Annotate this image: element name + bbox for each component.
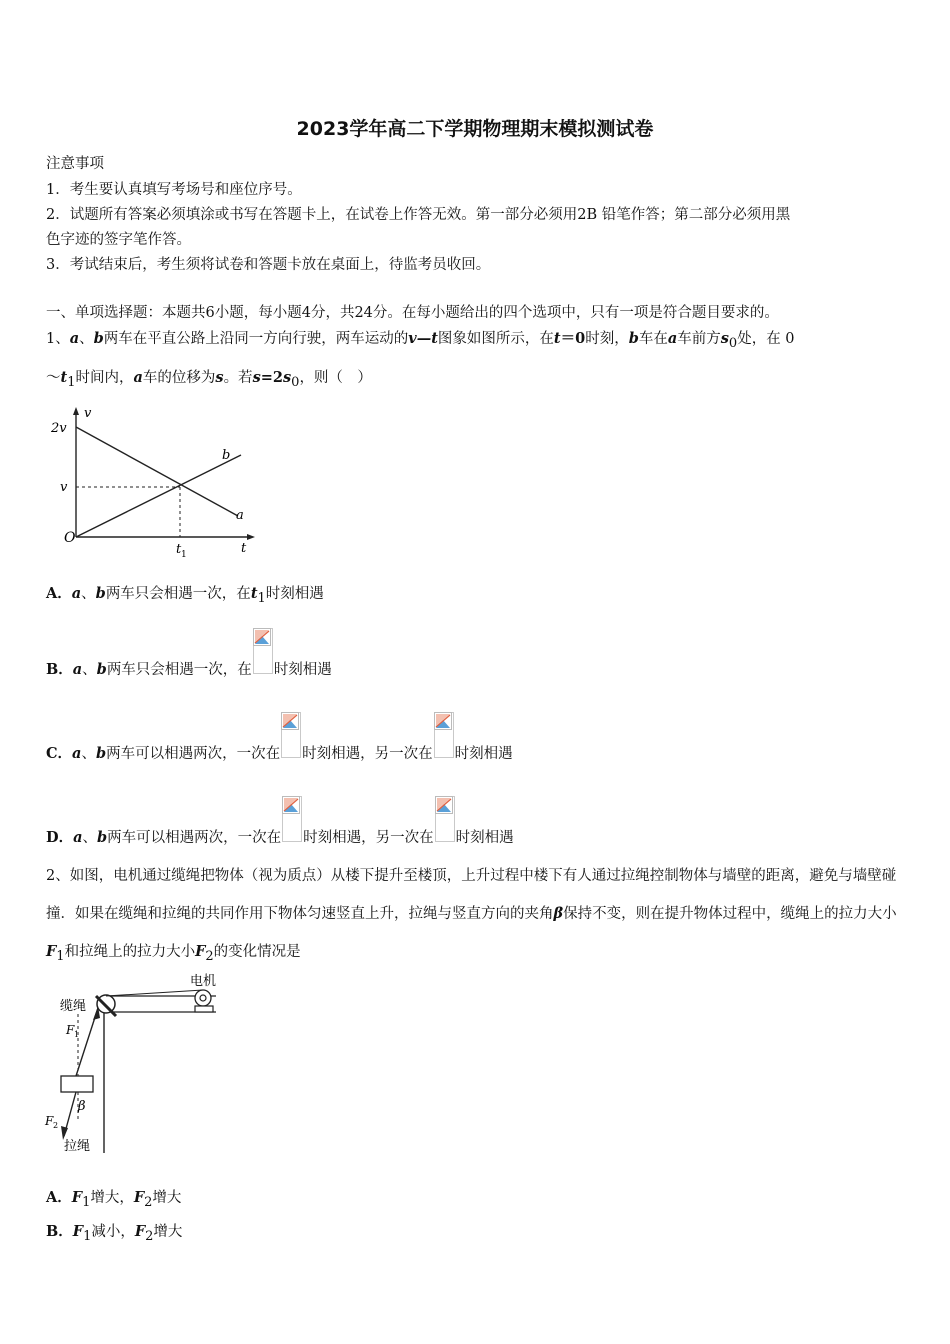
line-a — [76, 427, 238, 516]
beta-label: β — [78, 1099, 86, 1114]
q2-var-f: F — [195, 943, 206, 960]
q1-sub: 0 — [291, 374, 300, 390]
option-label: D． — [46, 829, 74, 846]
line-b — [76, 455, 241, 537]
option-text: 时刻相遇 — [273, 662, 332, 678]
motor-label: 电机 — [190, 974, 217, 989]
q1-var-a: a — [69, 330, 80, 347]
broken-image-icon — [282, 796, 302, 842]
cable-label: 缆绳 — [60, 999, 87, 1014]
option-text: 减小， — [91, 1224, 135, 1240]
q2-var-beta: β — [553, 905, 564, 922]
option-var-b: b — [95, 585, 106, 602]
q1-var-b: b — [93, 330, 104, 347]
option-text: 时刻相遇 — [265, 586, 324, 602]
q1-var-t: t — [60, 369, 68, 386]
option-var-b: b — [96, 829, 108, 846]
q1-text: 。若 — [223, 370, 253, 386]
q1-sub: 1 — [67, 374, 76, 390]
q2-sub: 1 — [56, 948, 65, 964]
option-var-f: F — [72, 1223, 84, 1240]
q1-var-b: b — [628, 330, 639, 347]
broken-image-icon — [281, 712, 301, 758]
q1-text: 图象如图所示，在 — [437, 331, 554, 347]
motor-rope-figure — [40, 968, 240, 1158]
option-sub: 1 — [82, 1194, 91, 1210]
option-text: 时刻相遇，另一次在 — [302, 746, 433, 762]
line-b-label: b — [222, 448, 231, 463]
q1-stem-line1: 1、a、b两车在平直公路上沿同一方向行驶，两车运动的v—t图象如图所示，在t＝0时刻，b车在a车前方$s_0$处，在 0 — [46, 330, 795, 351]
q1-vt: v—t — [408, 330, 438, 347]
option-var-t: t — [250, 585, 258, 602]
q2-text: 的变化情况是 — [213, 944, 301, 960]
option-sub: 1 — [83, 1228, 92, 1244]
t1-label: t — [176, 542, 182, 557]
option-sub: 2 — [145, 1228, 154, 1244]
broken-image-icon — [434, 712, 454, 758]
q1-text: 车前方 — [677, 331, 721, 347]
option-text: 时刻相遇，另一次在 — [303, 830, 434, 846]
option-sep: 、 — [82, 830, 97, 846]
q1-sub: 0 — [728, 335, 738, 351]
t-axis-label: t — [241, 541, 247, 556]
option-text: 两车可以相遇两次，一次在 — [107, 830, 282, 846]
f2-label: F — [45, 1114, 54, 1128]
option-var-f: F — [71, 1189, 83, 1206]
page-title: 2023学年高二下学期物理期末模拟测试卷 — [296, 118, 654, 140]
q1-option-b — [46, 628, 332, 679]
q1-sep: 、 — [79, 331, 94, 347]
option-text: 两车只会相遇一次，在 — [106, 662, 252, 678]
q1-var-s: s — [720, 330, 729, 347]
q1-text: ，则（ ） — [299, 370, 372, 386]
q1-var-s: s — [215, 369, 224, 386]
q1-option-a — [46, 582, 324, 606]
q1-option-d — [46, 796, 514, 847]
object-block — [61, 1076, 93, 1092]
option-var-b: b — [96, 661, 107, 678]
notice-item-1: 1．考生要认真填写考场号和座位序号。 — [46, 182, 302, 198]
q2-text: 和拉绳上的拉力大小 — [64, 944, 196, 960]
motor-hub — [200, 995, 206, 1001]
q1-var-a: a — [667, 330, 678, 347]
option-label: B． — [46, 661, 73, 678]
v-axis-arrow-icon — [73, 407, 79, 415]
option-var-a: a — [72, 661, 83, 678]
v-label: v — [60, 480, 68, 495]
q1-var-a: a — [133, 369, 143, 386]
q2-text: 保持不变，则在提升物体过程中，缆绳上的拉力大小 — [563, 906, 897, 922]
v-axis-label: v — [84, 406, 92, 421]
f2-sub-label: 2 — [53, 1121, 59, 1130]
q1-number: 1、 — [46, 331, 70, 347]
option-text: 时刻相遇 — [454, 746, 513, 762]
notice-item-2-cont: 色字迹的签字笔作答。 — [46, 232, 191, 248]
option-text: 增大， — [90, 1190, 134, 1206]
two-v-label: 2v — [51, 421, 67, 436]
notice-item-3: 3．考试结束后，考生须将试卷和答题卡放在桌面上，待监考员收回。 — [46, 257, 491, 273]
q1-text: 两车在平直公路上沿同一方向行驶，两车运动的 — [103, 331, 409, 347]
section1-heading: 一、单项选择题：本题共6小题，每小题4分，共24分。在每小题给出的四个选项中，只有一项是符合题目要求的。 — [46, 305, 779, 321]
option-sep: 、 — [81, 746, 96, 762]
option-sep: 、 — [82, 662, 97, 678]
f1-label: F — [66, 1023, 75, 1037]
q2-option-a — [46, 1186, 181, 1210]
q1-text: ～ — [46, 370, 61, 386]
notice-item-2: 2．试题所有答案必须填涂或书写在答题卡上，在试卷上作答无效。第一部分必须用2B 铅笔作答；第二部分必须用黑 — [46, 207, 791, 223]
q1-text: 时刻， — [585, 331, 629, 347]
q2-option-b — [46, 1220, 182, 1244]
option-label: C． — [46, 745, 73, 762]
q1-text: 车的位移为 — [142, 370, 216, 386]
option-sep: 、 — [81, 586, 96, 602]
option-var-a: a — [72, 745, 82, 762]
option-text: 增大 — [153, 1224, 183, 1240]
f1-sub-label: 1 — [74, 1030, 80, 1039]
option-var-b: b — [95, 745, 107, 762]
option-var-a: a — [73, 829, 83, 846]
option-label: B． — [46, 1223, 73, 1240]
q2-sub: 2 — [205, 948, 214, 964]
option-sub: 1 — [257, 590, 266, 606]
option-text: 增大 — [152, 1190, 182, 1206]
q1-text: 车在 — [638, 331, 668, 347]
option-sub: 2 — [144, 1194, 153, 1210]
option-var-a: a — [71, 585, 82, 602]
origin-label: O — [64, 530, 76, 546]
option-text: 两车可以相遇两次，一次在 — [106, 746, 281, 762]
motor-cable — [106, 990, 203, 996]
option-text: 两车只会相遇一次，在 — [105, 586, 251, 602]
option-var-f: F — [133, 1189, 145, 1206]
t1-sub-label: 1 — [181, 550, 187, 560]
q2-text: 2、如图，电机通过缆绳把物体（视为质点）从楼下提升至楼顶，上升过程中楼下有人通过拉绳控制物体与墙壁的距离，避免与墙壁碰撞．如果在缆绳和拉绳的共同作用下物体匀速竖直上升，拉绳与竖直方向的夹角 — [46, 868, 897, 922]
q1-text: 时间内， — [75, 370, 134, 386]
broken-image-icon — [435, 796, 455, 842]
q1-text: 处，在 0 — [737, 331, 795, 347]
option-label: A． — [46, 585, 72, 602]
q1-option-c — [46, 712, 513, 763]
line-a-label: a — [236, 508, 244, 523]
t-axis-arrow-icon — [247, 534, 255, 540]
q2-var-f: F — [46, 943, 57, 960]
q2-stem — [46, 857, 908, 976]
pull-rope-label: 拉绳 — [64, 1139, 91, 1154]
q1-stem-line2: $\sim t_1$时间内，a车的位移为s。若$s=2s_0$，则（ ） — [46, 369, 372, 390]
vt-graph — [46, 403, 261, 563]
notice-heading: 注意事项 — [46, 156, 104, 172]
option-text: 时刻相遇 — [455, 830, 514, 846]
motor-base — [195, 1006, 213, 1012]
option-var-f: F — [134, 1223, 146, 1240]
broken-image-icon — [253, 628, 273, 674]
option-label: A． — [46, 1189, 72, 1206]
f2-arrow-icon — [61, 1126, 68, 1140]
